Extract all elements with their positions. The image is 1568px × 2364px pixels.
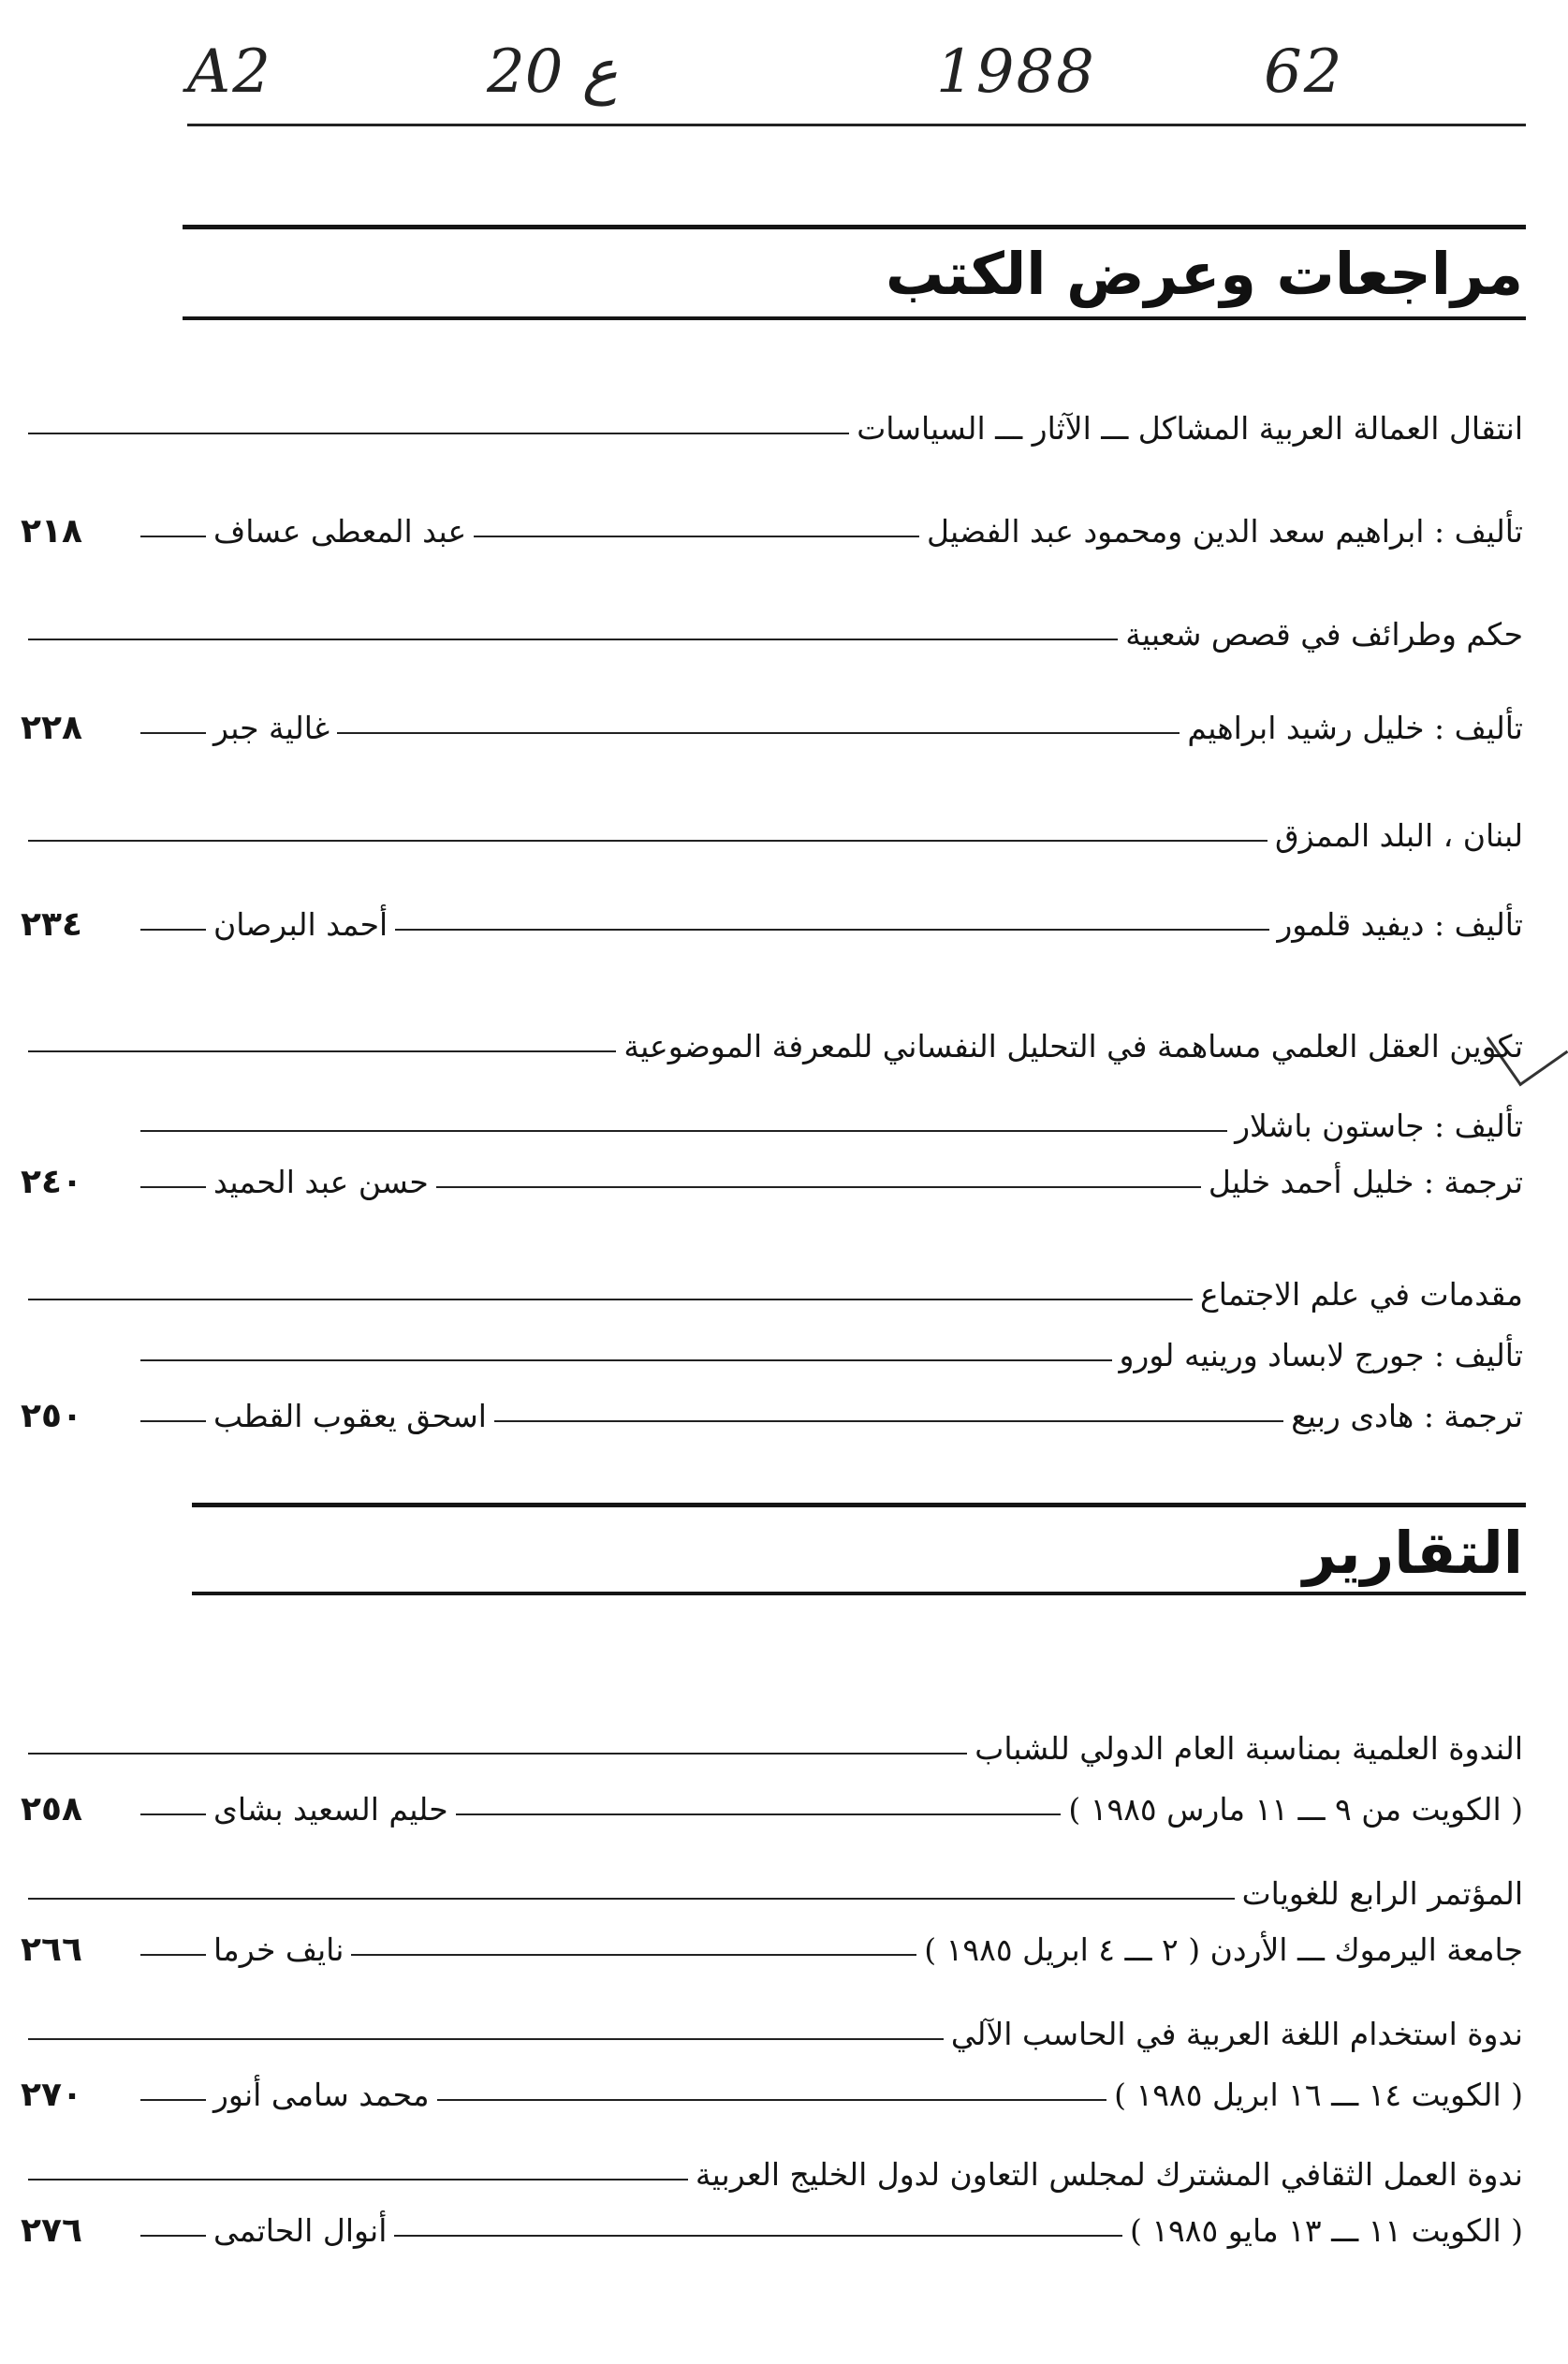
- review-credit-line: [21, 702, 1523, 753]
- review-credit-line: [21, 1329, 1523, 1380]
- leader-line: [456, 1813, 1062, 1815]
- report-detail: جامعة اليرموك ـــ الأردن ( ٢ ـــ ٤ ابريل ١٩٨٥ ): [924, 1931, 1523, 1968]
- page-number: ٢٧٠: [21, 2075, 82, 2114]
- reviewer-name: أحمد البرصان: [213, 905, 388, 943]
- leader-line: [351, 1954, 916, 1956]
- report-title-line: [21, 1723, 1523, 1773]
- page-number: ٢٥٨: [21, 1789, 82, 1828]
- report-detail-line: [21, 1924, 1523, 1975]
- review-author: تأليف : ابراهيم سعد الدين ومحمود عبد الفضيل: [927, 512, 1523, 550]
- review-credit-line: [21, 899, 1523, 949]
- reporter-name: أنوال الحاتمى: [213, 2211, 388, 2249]
- handwritten-issue: 20 ع: [487, 37, 618, 107]
- page-number: ٢١٨: [21, 511, 82, 551]
- page-number: ٢٧٦: [21, 2210, 82, 2250]
- report-detail: ( الكويت من ٩ ـــ ١١ مارس ١٩٨٥ ): [1068, 1790, 1523, 1828]
- leader-line: [28, 1753, 967, 1755]
- review-title-line: [21, 1269, 1523, 1319]
- report-title: ندوة العمل الثقافي المشترك لمجلس التعاون لدول الخليج العربية: [695, 2155, 1523, 2193]
- leader-line: [28, 1898, 1235, 1900]
- leader-line: [28, 1050, 616, 1052]
- page-number: ٢٦٦: [21, 1930, 82, 1969]
- leader-line: [394, 2235, 1122, 2237]
- leader-line: [140, 929, 206, 931]
- handwritten-number: 62: [1264, 37, 1344, 107]
- report-title: الندوة العلمية بمناسبة العام الدولي للشباب: [975, 1729, 1523, 1767]
- review-author: تأليف : خليل رشيد ابراهيم: [1187, 709, 1523, 746]
- leader-line: [28, 433, 849, 434]
- review-translator: ترجمة : خليل أحمد خليل: [1208, 1163, 1523, 1200]
- review-author: تأليف : ديفيد قلمور: [1277, 905, 1523, 943]
- leader-line: [140, 2099, 206, 2101]
- leader-line: [140, 2235, 206, 2237]
- leader-line: [28, 639, 1118, 640]
- page-number: ٢٤٠: [21, 1162, 82, 1201]
- leader-line: [140, 1130, 1227, 1132]
- report-title: المؤتمر الرابع للغويات: [1241, 1874, 1523, 1912]
- section-rule-bottom: [192, 1592, 1526, 1595]
- section-rule-top: [183, 225, 1526, 229]
- page-number: ٢٣٤: [21, 904, 82, 944]
- leader-line: [474, 536, 919, 537]
- review-title: انتقال العمالة العربية المشاكل ـــ الآثار ـــ السياسات: [857, 409, 1523, 447]
- report-detail: ( الكويت ١١ ـــ ١٣ مايو ١٩٨٥ ): [1129, 2211, 1523, 2249]
- report-title-line: [21, 2149, 1523, 2199]
- leader-line: [28, 2179, 688, 2180]
- reviewer-name: غالية جبر: [213, 709, 330, 746]
- report-detail-line: [21, 1784, 1523, 1834]
- reporter-name: نايف خرما: [213, 1931, 344, 1968]
- reviewer-name: حسن عبد الحميد: [213, 1163, 429, 1200]
- leader-line: [437, 2099, 1107, 2101]
- review-title: تكوين العقل العلمي مساهمة في التحليل النفساني للمعرفة الموضوعية: [623, 1027, 1523, 1065]
- page-number: ٢٥٠: [21, 1396, 82, 1435]
- leader-line: [140, 1186, 206, 1188]
- leader-line: [337, 732, 1180, 734]
- section-title-reports: التقارير: [1302, 1519, 1523, 1587]
- review-title: لبنان ، البلد الممزق: [1275, 816, 1523, 854]
- leader-line: [140, 1813, 206, 1815]
- leader-line: [140, 1420, 206, 1422]
- review-translator: ترجمة : هادى ربيع: [1291, 1397, 1523, 1434]
- handwritten-code: A2: [187, 37, 272, 107]
- leader-line: [140, 536, 206, 537]
- reporter-name: محمد سامى أنور: [213, 2076, 430, 2113]
- review-credit-line: [21, 1156, 1523, 1207]
- leader-line: [140, 1954, 206, 1956]
- leader-line: [28, 840, 1268, 842]
- review-title-line: [21, 810, 1523, 860]
- reviewer-name: عبد المعطى عساف: [213, 512, 467, 550]
- reporter-name: حليم السعيد بشاى: [213, 1790, 448, 1828]
- page-number: ٢٢٨: [21, 708, 82, 747]
- reviewer-name: اسحق يعقوب القطب: [213, 1397, 487, 1434]
- review-title-line: [21, 1020, 1523, 1071]
- section-rule-top: [192, 1503, 1526, 1507]
- review-title-line: [21, 403, 1523, 453]
- report-detail-line: [21, 2205, 1523, 2255]
- report-title-line: [21, 1868, 1523, 1918]
- review-title: مقدمات في علم الاجتماع: [1200, 1275, 1523, 1313]
- report-title-line: [21, 2008, 1523, 2059]
- review-credit-line: [21, 1100, 1523, 1151]
- review-credit-line: [21, 506, 1523, 556]
- leader-line: [436, 1186, 1201, 1188]
- leader-line: [28, 1299, 1193, 1300]
- leader-line: [494, 1420, 1283, 1422]
- review-author: تأليف : جاستون باشلار: [1235, 1107, 1523, 1144]
- report-title: ندوة استخدام اللغة العربية في الحاسب الآلي: [950, 2015, 1523, 2052]
- handwritten-year: 1988: [936, 37, 1096, 107]
- section-title-reviews: مراجعات وعرض الكتب: [885, 240, 1523, 308]
- section-rule-bottom: [183, 316, 1526, 320]
- review-title-line: [21, 609, 1523, 659]
- handwritten-rule: [187, 124, 1526, 126]
- leader-line: [140, 732, 206, 734]
- report-detail-line: [21, 2069, 1523, 2120]
- leader-line: [395, 929, 1269, 931]
- review-title: حكم وطرائف في قصص شعبية: [1125, 615, 1523, 653]
- report-detail: ( الكويت ١٤ ـــ ١٦ ابريل ١٩٨٥ ): [1114, 2076, 1523, 2113]
- review-credit-line: [21, 1390, 1523, 1441]
- review-author: تأليف : جورج لابساد ورينيه لورو: [1119, 1336, 1523, 1373]
- leader-line: [140, 1359, 1112, 1361]
- leader-line: [28, 2038, 944, 2040]
